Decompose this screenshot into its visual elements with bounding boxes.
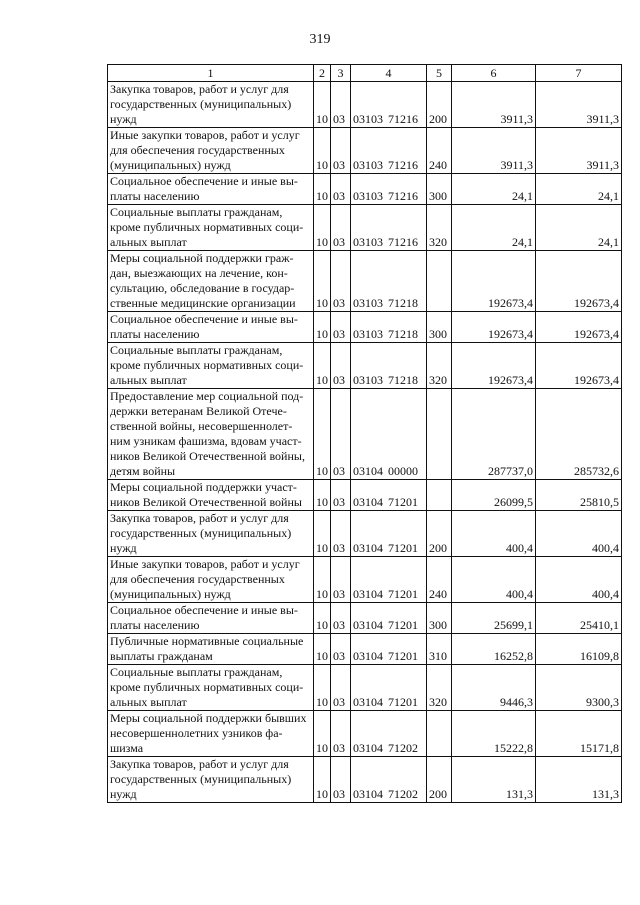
target-article-direction: 71216 <box>388 189 418 203</box>
target-article-cell <box>351 711 427 757</box>
section-code-cell: 10 <box>314 557 331 603</box>
row-name-line: Публичные нормативные социальные <box>110 634 304 648</box>
amount-year2-cell: 15171,8 <box>536 711 622 757</box>
amount-year1-cell: 400,4 <box>452 557 536 603</box>
expense-type-cell: 200 <box>427 82 452 128</box>
amount-year2-cell: 24,1 <box>536 174 622 205</box>
target-article-cell <box>351 603 427 634</box>
subsection-code-cell: 03 <box>331 251 351 312</box>
row-name-line: кроме публичных нормативных соци- <box>110 220 304 234</box>
row-name-line: Социальное обеспечение и иные вы- <box>110 603 298 617</box>
subsection-code-cell: 03 <box>331 343 351 389</box>
row-name-cell <box>108 343 314 389</box>
row-name-line: детям войны <box>110 464 176 478</box>
subsection-code-cell: 03 <box>331 665 351 711</box>
target-article-direction: 71201 <box>388 541 418 555</box>
expense-type-cell: 240 <box>427 557 452 603</box>
target-article-cell <box>351 82 427 128</box>
table-row <box>108 511 622 557</box>
section-code-cell: 10 <box>314 603 331 634</box>
budget-table <box>107 64 622 803</box>
row-name-line: (муниципальных) нужд <box>110 158 231 172</box>
amount-year1-cell: 24,1 <box>452 174 536 205</box>
expense-type-cell <box>427 711 452 757</box>
row-name-line: Меры социальной поддержки бывших <box>110 711 307 725</box>
row-name-cell <box>108 557 314 603</box>
amount-year1-cell: 192673,4 <box>452 312 536 343</box>
row-name-line: Предоставление мер социальной под- <box>110 389 304 403</box>
amount-year2-cell: 400,4 <box>536 511 622 557</box>
amount-year1-cell: 3911,3 <box>452 82 536 128</box>
target-article-program: 03104 <box>353 541 383 555</box>
target-article-direction: 71202 <box>388 787 418 801</box>
row-name-line: сультацию, обследование в государ- <box>110 281 295 295</box>
target-article-direction: 71201 <box>388 587 418 601</box>
row-name-line: Закупка товаров, работ и услуг для <box>110 511 289 525</box>
row-name-line: ним узникам фашизма, вдовам участ- <box>110 434 302 448</box>
table-row <box>108 665 622 711</box>
section-code-cell: 10 <box>314 312 331 343</box>
subsection-code-cell: 03 <box>331 82 351 128</box>
amount-year2-cell: 400,4 <box>536 557 622 603</box>
amount-year1-cell: 15222,8 <box>452 711 536 757</box>
target-article-direction: 71216 <box>388 112 418 126</box>
amount-year2-cell: 192673,4 <box>536 251 622 312</box>
row-name-line: ников Великой Отечественной войны, <box>110 449 305 463</box>
section-code-cell: 10 <box>314 82 331 128</box>
expense-type-cell <box>427 480 452 511</box>
amount-year2-cell: 3911,3 <box>536 128 622 174</box>
row-name-line: Социальное обеспечение и иные вы- <box>110 312 298 326</box>
row-name-line: ственной войны, несовершеннолет- <box>110 419 293 433</box>
row-name-cell <box>108 757 314 803</box>
target-article-direction: 71201 <box>388 649 418 663</box>
amount-year1-cell: 16252,8 <box>452 634 536 665</box>
amount-year1-cell: 400,4 <box>452 511 536 557</box>
subsection-code-cell: 03 <box>331 634 351 665</box>
target-article-cell <box>351 312 427 343</box>
expense-type-cell <box>427 251 452 312</box>
expense-type-cell: 300 <box>427 174 452 205</box>
table-row <box>108 634 622 665</box>
row-name-line: платы населению <box>110 618 200 632</box>
amount-year2-cell: 285732,6 <box>536 389 622 480</box>
row-name-cell <box>108 82 314 128</box>
amount-year1-cell: 131,3 <box>452 757 536 803</box>
row-name-line: Социальные выплаты гражданам, <box>110 343 283 357</box>
expense-type-cell: 200 <box>427 757 452 803</box>
expense-type-cell <box>427 389 452 480</box>
subsection-code-cell: 03 <box>331 557 351 603</box>
target-article-cell <box>351 343 427 389</box>
table-row <box>108 757 622 803</box>
row-name-line: платы населению <box>110 327 200 341</box>
target-article-cell <box>351 251 427 312</box>
expense-type-cell: 320 <box>427 343 452 389</box>
section-code-cell: 10 <box>314 757 331 803</box>
amount-year2-cell: 25410,1 <box>536 603 622 634</box>
section-code-cell: 10 <box>314 128 331 174</box>
row-name-line: Меры социальной поддержки участ- <box>110 480 297 494</box>
target-article-direction: 71201 <box>388 618 418 632</box>
table-row <box>108 480 622 511</box>
row-name-line: Социальное обеспечение и иные вы- <box>110 174 298 188</box>
row-name-line: дан, выезжающих на лечение, кон- <box>110 266 288 280</box>
row-name-line: для обеспечения государственных <box>110 572 285 586</box>
row-name-line: альных выплат <box>110 695 187 709</box>
section-code-cell: 10 <box>314 665 331 711</box>
amount-year2-cell: 9300,3 <box>536 665 622 711</box>
section-code-cell: 10 <box>314 480 331 511</box>
row-name-line: шизма <box>110 741 144 755</box>
row-name-cell <box>108 251 314 312</box>
amount-year1-cell: 26099,5 <box>452 480 536 511</box>
target-article-program: 03104 <box>353 787 383 801</box>
row-name-cell <box>108 665 314 711</box>
target-article-program: 03103 <box>353 158 383 172</box>
subsection-code-cell: 03 <box>331 711 351 757</box>
row-name-cell <box>108 511 314 557</box>
table-row <box>108 82 622 128</box>
row-name-line: Социальные выплаты гражданам, <box>110 665 283 679</box>
target-article-direction: 71202 <box>388 741 418 755</box>
row-name-cell <box>108 312 314 343</box>
row-name-line: кроме публичных нормативных соци- <box>110 680 304 694</box>
section-code-cell: 10 <box>314 205 331 251</box>
section-code-cell: 10 <box>314 251 331 312</box>
target-article-direction: 71216 <box>388 158 418 172</box>
section-code-cell: 10 <box>314 511 331 557</box>
header-row <box>108 65 622 82</box>
subsection-code-cell: 03 <box>331 312 351 343</box>
table-row <box>108 312 622 343</box>
table-row <box>108 603 622 634</box>
target-article-direction: 71218 <box>388 373 418 387</box>
row-name-line: Иные закупки товаров, работ и услуг <box>110 557 300 571</box>
target-article-direction: 71201 <box>388 695 418 709</box>
row-name-cell <box>108 603 314 634</box>
target-article-direction: 71201 <box>388 495 418 509</box>
row-name-line: нужд <box>110 787 137 801</box>
subsection-code-cell: 03 <box>331 174 351 205</box>
table-row <box>108 343 622 389</box>
target-article-cell <box>351 128 427 174</box>
amount-year1-cell: 24,1 <box>452 205 536 251</box>
header-cell: 1 <box>108 65 314 82</box>
amount-year1-cell: 3911,3 <box>452 128 536 174</box>
header-cell: 7 <box>536 65 622 82</box>
amount-year1-cell: 192673,4 <box>452 343 536 389</box>
row-name-cell <box>108 128 314 174</box>
row-name-line: Иные закупки товаров, работ и услуг <box>110 128 300 142</box>
row-name-line: выплаты гражданам <box>110 649 213 663</box>
section-code-cell: 10 <box>314 174 331 205</box>
row-name-line: государственных (муниципальных) <box>110 526 292 540</box>
row-name-cell <box>108 389 314 480</box>
subsection-code-cell: 03 <box>331 205 351 251</box>
target-article-program: 03104 <box>353 464 383 478</box>
amount-year2-cell: 192673,4 <box>536 343 622 389</box>
target-article-cell <box>351 511 427 557</box>
target-article-cell <box>351 174 427 205</box>
header-cell: 3 <box>331 65 351 82</box>
target-article-program: 03104 <box>353 695 383 709</box>
subsection-code-cell: 03 <box>331 389 351 480</box>
header-cell: 2 <box>314 65 331 82</box>
row-name-line: нужд <box>110 541 137 555</box>
row-name-line: государственных (муниципальных) <box>110 97 292 111</box>
target-article-program: 03104 <box>353 495 383 509</box>
amount-year2-cell: 25810,5 <box>536 480 622 511</box>
page-number: 319 <box>309 32 331 47</box>
target-article-program: 03103 <box>353 296 383 310</box>
target-article-program: 03103 <box>353 112 383 126</box>
table-row <box>108 389 622 480</box>
target-article-cell <box>351 480 427 511</box>
subsection-code-cell: 03 <box>331 511 351 557</box>
row-name-cell <box>108 634 314 665</box>
target-article-cell <box>351 665 427 711</box>
expense-type-cell: 200 <box>427 511 452 557</box>
amount-year2-cell: 16109,8 <box>536 634 622 665</box>
expense-type-cell: 320 <box>427 665 452 711</box>
header-cell: 5 <box>427 65 452 82</box>
row-name-cell <box>108 174 314 205</box>
subsection-code-cell: 03 <box>331 128 351 174</box>
expense-type-cell: 300 <box>427 312 452 343</box>
amount-year1-cell: 192673,4 <box>452 251 536 312</box>
target-article-program: 03104 <box>353 649 383 663</box>
row-name-line: Закупка товаров, работ и услуг для <box>110 757 289 771</box>
target-article-cell <box>351 557 427 603</box>
expense-type-cell: 310 <box>427 634 452 665</box>
row-name-line: Закупка товаров, работ и услуг для <box>110 82 289 96</box>
row-name-line: государственных (муниципальных) <box>110 772 292 786</box>
row-name-line: держки ветеранам Великой Отече- <box>110 404 287 418</box>
target-article-direction: 71216 <box>388 235 418 249</box>
row-name-cell <box>108 711 314 757</box>
row-name-cell <box>108 205 314 251</box>
row-name-line: несовершеннолетних узников фа- <box>110 726 283 740</box>
row-name-line: кроме публичных нормативных соци- <box>110 358 304 372</box>
section-code-cell: 10 <box>314 343 331 389</box>
row-name-line: альных выплат <box>110 235 187 249</box>
amount-year1-cell: 25699,1 <box>452 603 536 634</box>
target-article-direction: 71218 <box>388 296 418 310</box>
subsection-code-cell: 03 <box>331 603 351 634</box>
target-article-cell <box>351 634 427 665</box>
subsection-code-cell: 03 <box>331 757 351 803</box>
target-article-program: 03103 <box>353 189 383 203</box>
expense-type-cell: 300 <box>427 603 452 634</box>
row-name-line: Социальные выплаты гражданам, <box>110 205 283 219</box>
row-name-line: ников Великой Отечественной войны <box>110 495 302 509</box>
target-article-program: 03104 <box>353 741 383 755</box>
table-row <box>108 251 622 312</box>
row-name-line: платы населению <box>110 189 200 203</box>
table-row <box>108 205 622 251</box>
target-article-direction: 71218 <box>388 327 418 341</box>
target-article-cell <box>351 757 427 803</box>
section-code-cell: 10 <box>314 389 331 480</box>
target-article-program: 03104 <box>353 587 383 601</box>
target-article-program: 03103 <box>353 373 383 387</box>
header-cell: 6 <box>452 65 536 82</box>
row-name-line: альных выплат <box>110 373 187 387</box>
row-name-line: нужд <box>110 112 137 126</box>
row-name-line: ственные медицинские организации <box>110 296 296 310</box>
amount-year2-cell: 131,3 <box>536 757 622 803</box>
table-row <box>108 128 622 174</box>
subsection-code-cell: 03 <box>331 480 351 511</box>
table-row <box>108 557 622 603</box>
row-name-line: Меры социальной поддержки граж- <box>110 251 294 265</box>
expense-type-cell: 240 <box>427 128 452 174</box>
header-cell: 4 <box>351 65 427 82</box>
expense-type-cell: 320 <box>427 205 452 251</box>
table-row <box>108 711 622 757</box>
amount-year1-cell: 287737,0 <box>452 389 536 480</box>
target-article-cell <box>351 205 427 251</box>
target-article-cell <box>351 389 427 480</box>
amount-year2-cell: 192673,4 <box>536 312 622 343</box>
target-article-program: 03103 <box>353 235 383 249</box>
section-code-cell: 10 <box>314 711 331 757</box>
amount-year2-cell: 3911,3 <box>536 82 622 128</box>
row-name-cell <box>108 480 314 511</box>
target-article-direction: 00000 <box>388 464 418 478</box>
table-row <box>108 174 622 205</box>
target-article-program: 03103 <box>353 327 383 341</box>
amount-year1-cell: 9446,3 <box>452 665 536 711</box>
section-code-cell: 10 <box>314 634 331 665</box>
amount-year2-cell: 24,1 <box>536 205 622 251</box>
target-article-program: 03104 <box>353 618 383 632</box>
row-name-line: для обеспечения государственных <box>110 143 285 157</box>
row-name-line: (муниципальных) нужд <box>110 587 231 601</box>
